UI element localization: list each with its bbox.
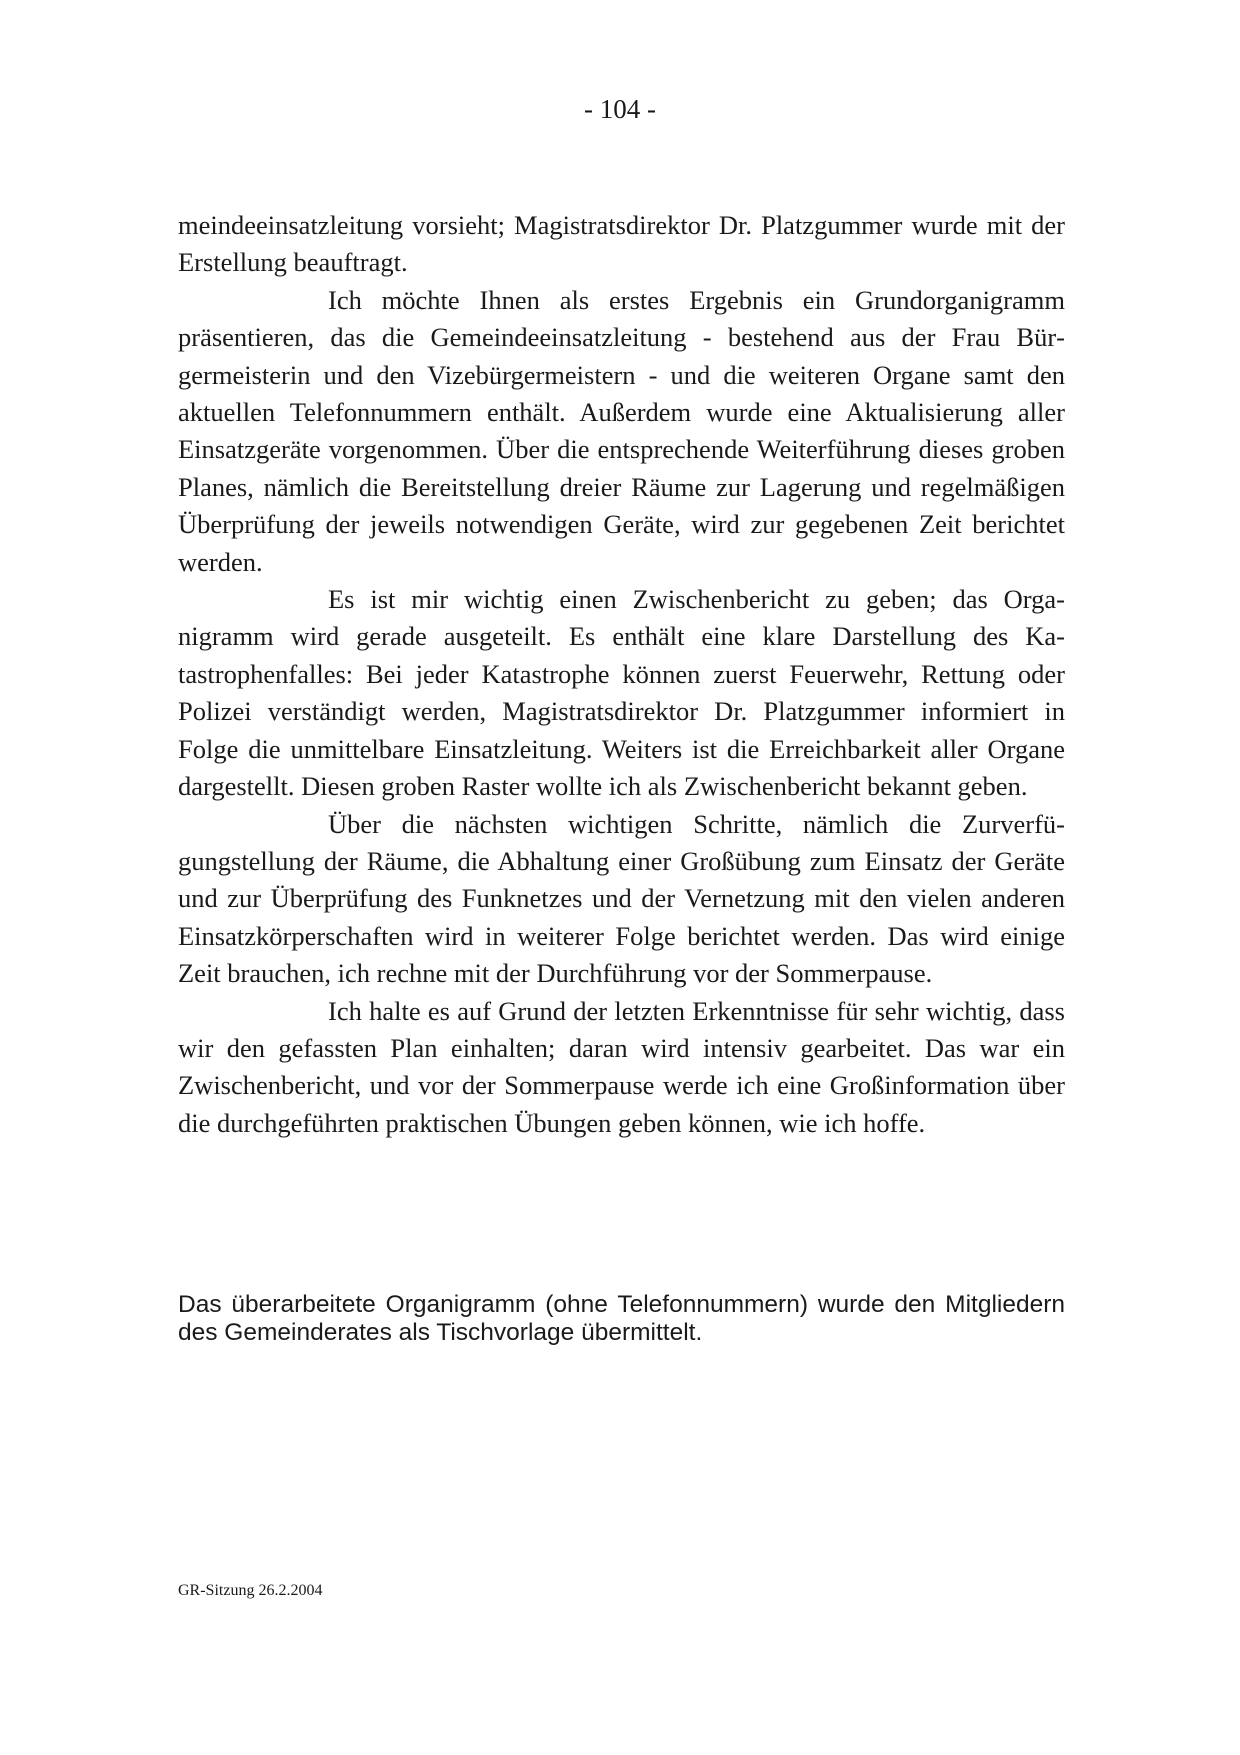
body-text: [178, 207, 1065, 1142]
footer: GR-Sitzung 26.2.2004: [178, 1582, 323, 1599]
paragraph-1: meindeeinsatzleitung vorsieht; Magistratsdirektor Dr. Platzgummer wurde mit der Erstellung beauftragt.: [178, 210, 1065, 278]
paragraph-2: Ich möchte Ihnen als erstes Ergebnis ein Grundorganigramm präsentieren, das die Gemeindeeinsatzleitung - bestehend aus der Frau Bürgermeisterin und den Vizebürgermeistern - und die weiteren Organe samt den aktuellen Telefonnummern enthält. Außerdem wurde eine Aktualisierung aller Einsatzgeräte vorgenommen. Über die entsprechende Weiterführung dieses groben Planes, nämlich die Bereitstellung dreier Räume zur Lagerung und regelmäßigen Überprüfung der jeweils notwendigen Geräte, wird zur gegebenen Zeit berichtet werden.: [178, 284, 1065, 577]
paragraph-4: Über die nächsten wichtigen Schritte, nämlich die Zurverfügungstellung der Räume, die Abhaltung einer Großübung zum Einsatz der Geräte und zur Überprüfung des Funknetzes und der Vernetzung mit den vielen anderen Einsatzkörperschaften wird in weiterer Folge berichtet werden. Das wird einige Zeit brauchen, ich rechne mit der Durchführung vor der Sommerpause.: [178, 808, 1065, 989]
page-number: - 104 -: [584, 94, 656, 124]
closing-note: Das überarbeitete Organigramm (ohne Telefonnummern) wurde den Mitgliedern des Gemeinderates als Tischvorlage übermittelt.: [178, 1291, 1065, 1346]
paragraph-3: Es ist mir wichtig einen Zwischenbericht zu geben; das Organigramm wird gerade ausgeteilt. Es enthält eine klare Darstellung des Katastrophenfalles: Bei jeder Katastrophe können zuerst Feuerwehr, Rettung oder Polizei verständigt werden, Magistratsdirektor Dr. Platzgummer informiert in Folge die unmittelbare Einsatzleitung. Weiters ist die Erreichbarkeit aller Organe dargestellt. Diesen groben Raster wollte ich als Zwischenbericht bekannt geben.: [178, 584, 1065, 802]
paragraph-5: Ich halte es auf Grund der letzten Erkenntnisse für sehr wichtig, dass wir den gefassten Plan einhalten; daran wird intensiv gearbeitet. Das war ein Zwischenbericht, und vor der Sommerpause werde ich eine Großinformation über die durchgeführten praktischen Übungen geben können, wie ich hoffe.: [178, 995, 1065, 1138]
